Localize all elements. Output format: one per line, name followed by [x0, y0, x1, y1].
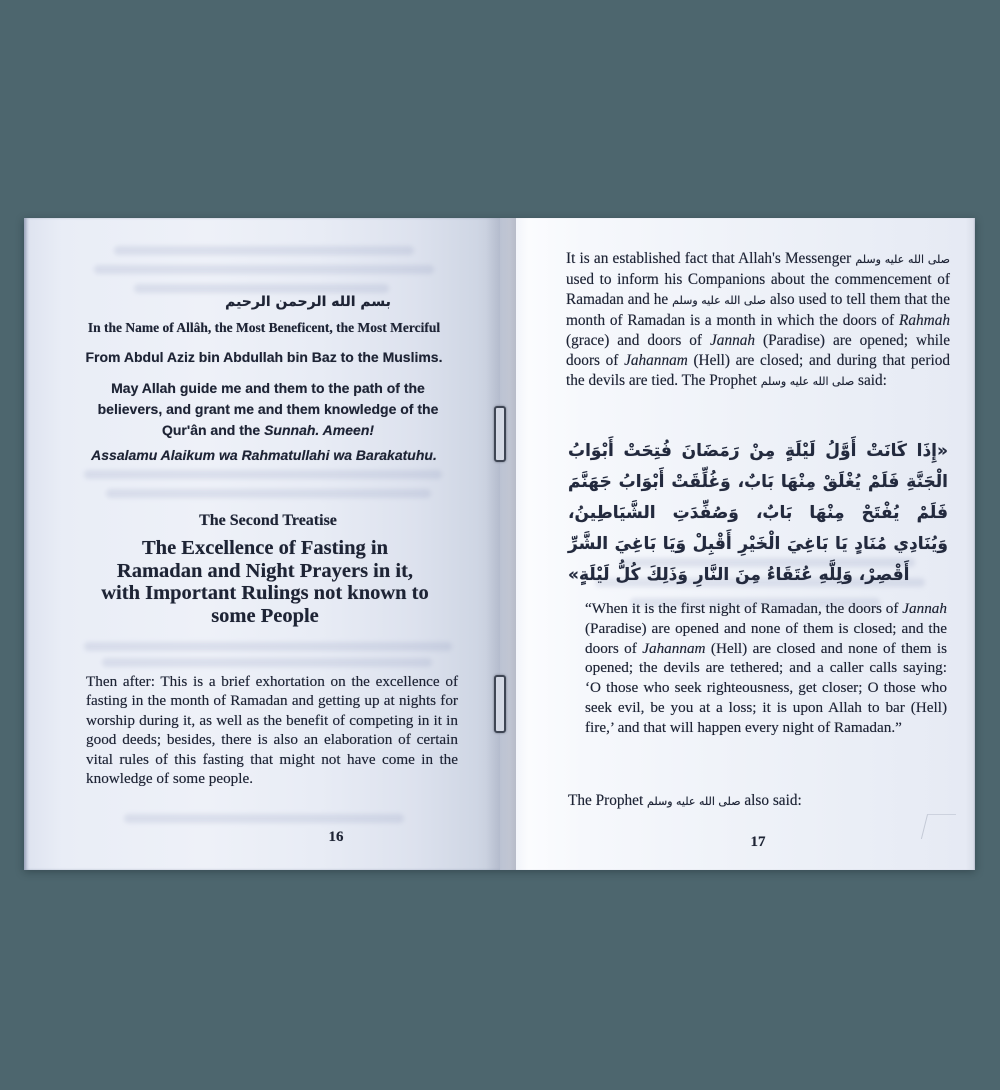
page-left — [24, 218, 500, 870]
booklet-spine — [486, 218, 516, 870]
ghost-text-smudge — [114, 246, 414, 255]
author-line: From Abdul Aziz bin Abdullah bin Baz to the Muslims. — [85, 349, 443, 365]
staple-top — [494, 406, 506, 462]
hadith-arabic-block: «إِذَا كَانَتْ أَوَّلُ لَيْلَةٍ مِنْ رَمَضَانَ فُتِحَتْ أَبْوَابُ الْجَنَّةِ فَلَمْ يُغْلَقْ مِنْهَا بَابٌ، وَغُلِّقَتْ أَبْوَابُ جَهَنَّمَ فَلَمْ يُفْتَحْ مِنْهَا بَابٌ، وَصُفِّدَتِ الشَّيَاطِينُ، وَيُنَادِي مُنَادٍ يَا بَاغِيَ الْخَيْرِ أَقْبِلْ وَيَا بَاغِيَ الشَّرِّ أَقْصِرْ، وَلِلَّهِ عُتَقَاءُ مِنَ النَّارِ وَذَلِكَ كُلُّ لَيْلَةٍ» — [568, 441, 948, 585]
prophet-also-said-line: The Prophet صلى الله عليه وسلم also said: — [568, 792, 802, 809]
dua-line: May Allah guide me and them to the path of the believers, and grant me and them knowledge of the Qur'ân and the Sunnah. Ameen! — [97, 380, 439, 438]
ghost-text-smudge — [84, 642, 452, 651]
ghost-text-smudge — [106, 489, 431, 498]
staple-bottom — [494, 675, 506, 733]
ghost-text-smudge — [84, 470, 442, 479]
ghost-text-smudge — [124, 814, 404, 823]
salam-line: Assalamu Alaikum wa Rahmatullahi wa Barakatuhu. — [91, 447, 437, 463]
bismillah-arabic: بسم الله الرحمن الرحيم — [225, 294, 391, 310]
right-page-intro-paragraph: It is an established fact that Allah's Messenger صلى الله عليه وسلم used to inform his Companions about the commencement of Ramadan and he صلى الله عليه وسلم also used to tell them that the month of Ramadan is a month in which the doors of Rahmah (grace) and doors of Jannah (Paradise) are opened; while doors of Jahannam (Hell) are closed; and during that period the devils are tied. The Prophet صلى الله عليه وسلم said: — [566, 250, 951, 389]
basmala-translation-line: In the Name of Allâh, the Most Beneficent, the Most Merciful — [87, 320, 441, 335]
left-page-body-paragraph: Then after: This is a brief exhortation on the excellence of fasting in the month of Ramadan and getting up at nights for worship during it, as well as the benefit of competing in it in good deeds; besides, there is also an elaboration of certain vital rules of this fasting that might not have come in the knowledge of some people. — [86, 673, 458, 788]
treatise-heading: The Second Treatise — [199, 512, 337, 529]
chapter-title: The Excellence of Fasting in Ramadan and Night Prayers in it, with Important Rulings not known to some People — [101, 537, 429, 627]
ghost-text-smudge — [134, 284, 389, 293]
ghost-text-smudge — [102, 658, 432, 667]
hadith-translation-paragraph: “When it is the first night of Ramadan, the doors of Jannah (Paradise) are opened and none of them is closed; and the doors of Jahannam (Hell) are closed and none of them is opened; the devils are tethered; and a caller calls saying: ‘O those who seek righteousness, get closer; O those who seek evil, be you at a loss; it is upon Allah to bar (Hell) fire,’ and that will happen every night of Ramadan.” — [585, 600, 948, 736]
ghost-text-smudge — [94, 265, 434, 274]
open-booklet — [24, 218, 975, 870]
page-number-left: 16 — [328, 829, 344, 845]
page-number-right: 17 — [750, 834, 766, 850]
page-right — [500, 218, 975, 870]
